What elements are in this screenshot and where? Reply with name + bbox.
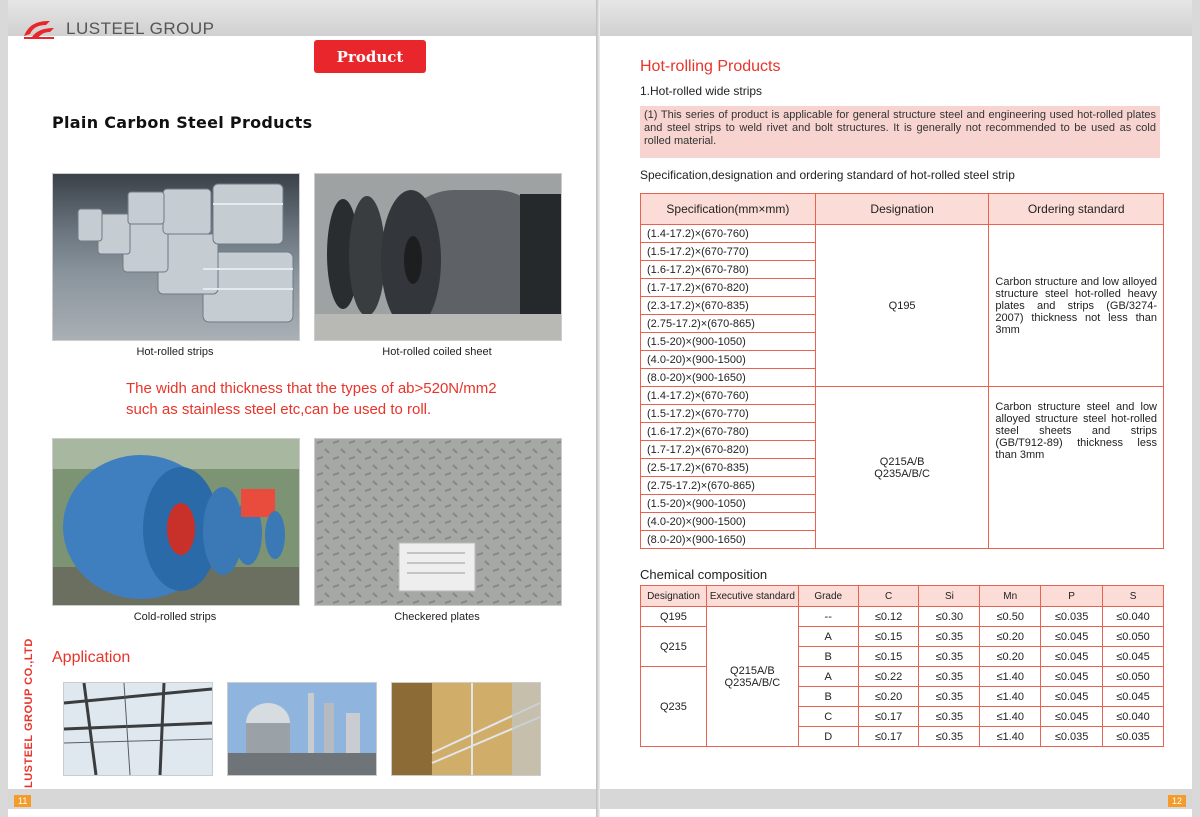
value-cell: ≤0.050: [1103, 667, 1164, 687]
value-cell: ≤0.045: [1041, 687, 1103, 707]
footer-bar: [600, 789, 1192, 809]
value-cell: ≤0.050: [1103, 627, 1164, 647]
value-cell: ≤0.35: [919, 627, 980, 647]
footer-bar: [8, 789, 596, 809]
exec-line: Q215A/B: [730, 664, 775, 677]
spec-cell: (1.7-17.2)×(670-820): [641, 279, 816, 297]
column-header: Mn: [980, 586, 1041, 607]
grade-cell: D: [798, 727, 858, 747]
standard-cell: Carbon structure steel and low alloyed structure steel hot-rolled steel sheets and strips (GB/T912-89) thickness less than 3mm: [989, 387, 1164, 549]
designation-line: Q235A/B/C: [874, 467, 930, 480]
column-header: Designation: [641, 586, 707, 607]
value-cell: ≤0.22: [858, 667, 919, 687]
value-cell: ≤0.50: [980, 607, 1041, 627]
value-cell: ≤0.35: [919, 667, 980, 687]
checkered-plates-photo: [314, 438, 562, 606]
designation-line: Q215A/B: [879, 455, 925, 468]
designation-cell: Q195: [815, 225, 989, 387]
grade-cell: A: [798, 627, 858, 647]
brand-logo: [20, 16, 215, 42]
product-badge: Product: [314, 40, 426, 73]
subsection-title: 1.Hot-rolled wide strips: [640, 84, 763, 98]
spec-cell: (1.4-17.2)×(670-760): [641, 225, 816, 243]
page-heading: Plain Carbon Steel Products: [52, 113, 313, 132]
column-header: S: [1103, 586, 1164, 607]
table-row: [641, 607, 1164, 627]
value-cell: ≤0.045: [1103, 647, 1164, 667]
left-page: [8, 0, 596, 817]
chemical-table: [640, 585, 1164, 747]
value-cell: ≤0.045: [1041, 707, 1103, 727]
spec-cell: (1.6-17.2)×(670-780): [641, 423, 816, 441]
exec-line: Q235A/B/C: [724, 676, 781, 689]
steel-frame-photo: [63, 682, 213, 776]
lusteel-logo-icon: [20, 16, 60, 42]
executive-standard-cell: [706, 607, 798, 747]
value-cell: ≤0.35: [919, 647, 980, 667]
standard-cell: Carbon structure and low alloyed structure steel hot-rolled heavy plates and strips (GB/3274-2007) thickness not less than 3mm: [989, 225, 1164, 387]
value-cell: ≤0.045: [1103, 687, 1164, 707]
photo-caption: Cold-rolled strips: [133, 611, 217, 623]
brand-name: LUSTEEL GROUP: [66, 19, 215, 38]
spec-table-heading: Specification,designation and ordering standard of hot-rolled steel strip: [640, 168, 1015, 182]
page-number: 12: [1168, 795, 1186, 807]
photo-caption: Hot-rolled strips: [136, 346, 214, 358]
spec-cell: (2.5-17.2)×(670-835): [641, 459, 816, 477]
value-cell: ≤0.040: [1103, 707, 1164, 727]
value-cell: ≤0.35: [919, 707, 980, 727]
value-cell: ≤0.035: [1103, 727, 1164, 747]
value-cell: ≤0.035: [1041, 727, 1103, 747]
column-header: Ordering standard: [989, 194, 1164, 225]
value-cell: ≤1.40: [980, 667, 1041, 687]
value-cell: ≤0.045: [1041, 627, 1103, 647]
page-number: 11: [14, 795, 31, 807]
application-title: Application: [52, 649, 131, 666]
spec-cell: (4.0-20)×(900-1500): [641, 513, 816, 531]
red-text-line: The widh and thickness that the types of ab>520N/mm2: [126, 380, 497, 397]
staircase-photo: [391, 682, 541, 776]
value-cell: ≤0.17: [858, 727, 919, 747]
spec-table: [640, 193, 1164, 549]
value-cell: ≤1.40: [980, 687, 1041, 707]
spec-cell: (4.0-20)×(900-1500): [641, 351, 816, 369]
spec-cell: (1.6-17.2)×(670-780): [641, 261, 816, 279]
designation-cell: Q195: [641, 607, 707, 627]
red-text-line: such as stainless steel etc,can be used to roll.: [126, 401, 432, 418]
grade-cell: C: [798, 707, 858, 727]
section-title: Hot-rolling Products: [640, 58, 781, 75]
grade-cell: A: [798, 667, 858, 687]
value-cell: ≤0.045: [1041, 647, 1103, 667]
spec-cell: (1.5-20)×(900-1050): [641, 495, 816, 513]
value-cell: ≤1.40: [980, 707, 1041, 727]
photo-caption: Checkered plates: [394, 611, 480, 623]
value-cell: ≤0.12: [858, 607, 919, 627]
value-cell: ≤0.35: [919, 727, 980, 747]
product-note: (1) This series of product is applicable for general structure steel and engineering used hot-rolled plates and steel strips to weld rivet and bolt structures. It is generally not recommended to be used as cold rolled material.: [640, 106, 1160, 158]
column-header: P: [1041, 586, 1103, 607]
industrial-plant-photo: [227, 682, 377, 776]
value-cell: ≤1.40: [980, 727, 1041, 747]
designation-cell: [815, 387, 989, 549]
designation-cell: Q215: [641, 627, 707, 667]
value-cell: ≤0.045: [1041, 667, 1103, 687]
company-vertical-text: LUSTEEL GROUP CO.,LTD: [23, 638, 35, 788]
spec-cell: (1.7-17.2)×(670-820): [641, 441, 816, 459]
photo-caption: Hot-rolled coiled sheet: [382, 346, 492, 358]
spec-cell: (1.5-17.2)×(670-770): [641, 405, 816, 423]
hot-rolled-strips-photo: [52, 173, 300, 341]
spec-cell: (1.4-17.2)×(670-760): [641, 387, 816, 405]
column-header: Specification(mm×mm): [641, 194, 816, 225]
value-cell: ≤0.040: [1103, 607, 1164, 627]
spec-cell: (2.75-17.2)×(670-865): [641, 315, 816, 333]
column-header: Executive standard: [706, 586, 798, 607]
header-bar: [600, 0, 1192, 36]
hot-rolled-coiled-sheet-photo: [314, 173, 562, 341]
right-page: [600, 0, 1192, 817]
grade-cell: B: [798, 687, 858, 707]
column-header: Designation: [815, 194, 989, 225]
grade-cell: B: [798, 647, 858, 667]
chemical-composition-title: Chemical composition: [640, 567, 768, 582]
value-cell: ≤0.20: [980, 627, 1041, 647]
value-cell: ≤0.20: [858, 687, 919, 707]
value-cell: ≤0.035: [1041, 607, 1103, 627]
cold-rolled-strips-photo: [52, 438, 300, 606]
designation-cell: Q235: [641, 667, 707, 747]
spec-cell: (1.5-17.2)×(670-770): [641, 243, 816, 261]
value-cell: ≤0.35: [919, 687, 980, 707]
spec-cell: (2.75-17.2)×(670-865): [641, 477, 816, 495]
grade-cell: --: [798, 607, 858, 627]
value-cell: ≤0.15: [858, 627, 919, 647]
value-cell: ≤0.15: [858, 647, 919, 667]
column-header: Grade: [798, 586, 858, 607]
spec-cell: (8.0-20)×(900-1650): [641, 531, 816, 549]
value-cell: ≤0.30: [919, 607, 980, 627]
column-header: C: [858, 586, 919, 607]
column-header: Si: [919, 586, 980, 607]
spec-cell: (2.3-17.2)×(670-835): [641, 297, 816, 315]
value-cell: ≤0.20: [980, 647, 1041, 667]
value-cell: ≤0.17: [858, 707, 919, 727]
spec-cell: (1.5-20)×(900-1050): [641, 333, 816, 351]
spec-cell: (8.0-20)×(900-1650): [641, 369, 816, 387]
